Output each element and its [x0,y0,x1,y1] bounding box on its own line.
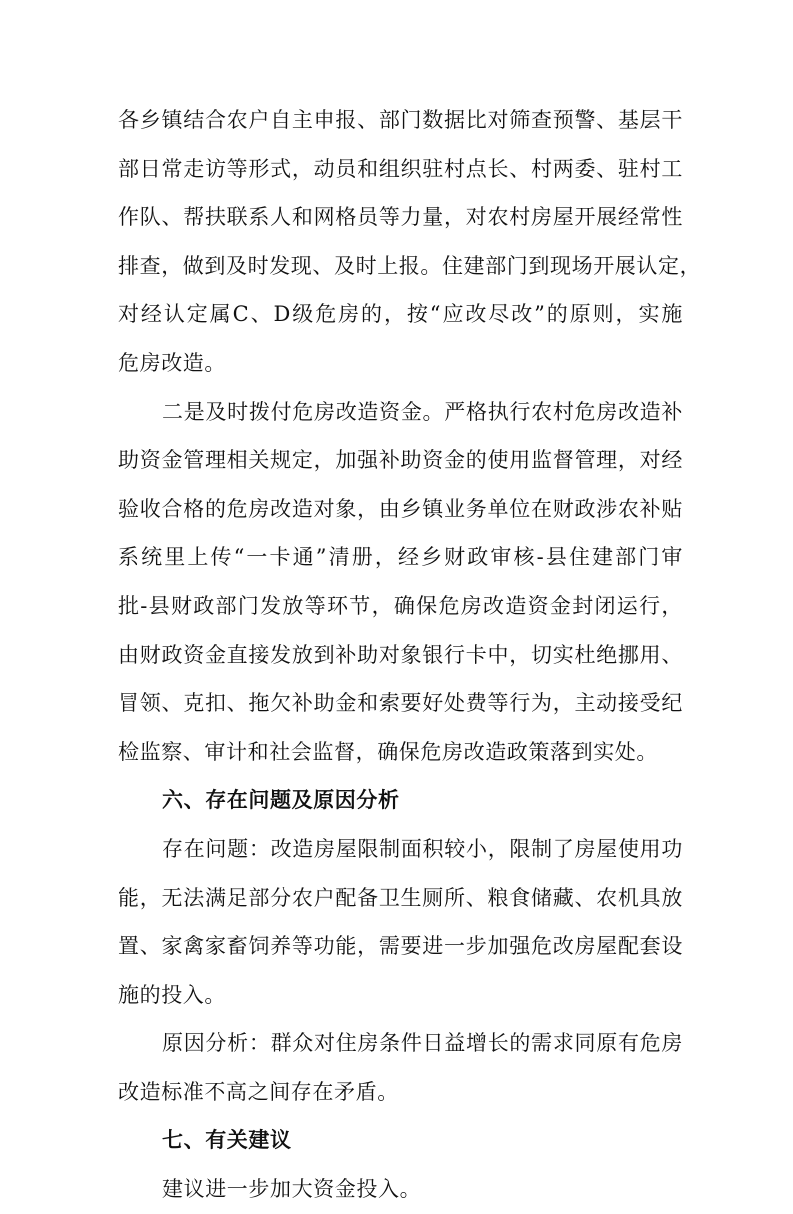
text-line: 助资金管理相关规定，加强补助资金的使用监督管理，对经 [118,448,683,473]
text-line: 对经认定属C、D级危房的，按“应改尽改”的原则，实施 [118,302,683,327]
text-line: 冒领、克扣、拖欠补助金和索要好处费等行为，主动接受纪 [118,691,683,716]
paragraph-continuation [118,96,702,388]
paragraph-suggestions [118,1165,683,1214]
text-line: 批-县财政部门发放等环节，确保危房改造资金封闭运行， [118,593,683,618]
text-line: 部日常走访等形式，动员和组织驻村点长、村两委、驻村工 [118,156,683,181]
text-line: 施的投入。 [118,982,226,1007]
text-line: 作队、帮扶联系人和网格员等力量，对农村房屋开展经常性 [118,205,683,230]
text-line: 各乡镇结合农户自主申报、部门数据比对筛查预警、基层干 [118,108,683,132]
text-line: 存在问题：改造房屋限制面积较小，限制了房屋使用功 [162,836,683,861]
text-line: 置、家禽家畜饲养等功能，需要进一步加强危改房屋配套设 [118,934,683,959]
paragraph-cause-analysis [118,1019,683,1116]
text-line: 由财政资金直接发放到补助对象银行卡中，切实杜绝挪用、 [118,642,683,667]
text-line: 危房改造。 [118,350,226,375]
paragraph-problems [118,825,683,1019]
text-line: 排查，做到及时发现、及时上报。住建部门到现场开展认定， [118,253,702,278]
text-line: 系统里上传“一卡通”清册，经乡财政审核-县住建部门审 [118,545,683,570]
text-line: 能，无法满足部分农户配备卫生厕所、粮食储藏、农机具放 [118,885,683,910]
paragraph-funding [118,388,683,777]
text-line: 原因分析：群众对住房条件日益增长的需求同原有危房 [162,1031,683,1056]
text-line: 验收合格的危房改造对象，由乡镇业务单位在财政涉农补贴 [118,496,683,521]
section-heading-problems: 六、存在问题及原因分析 [162,788,400,813]
text-line: 建议进一步加大资金投入。 [162,1177,422,1202]
text-line: 检监察、审计和社会监督，确保危房改造政策落到实处。 [118,739,658,764]
text-line: 二是及时拨付危房改造资金。严格执行农村危房改造补 [162,399,683,424]
document-body [118,96,702,1214]
text-line: 改造标准不高之间存在矛盾。 [118,1079,399,1104]
section-heading-suggestions: 七、有关建议 [162,1128,292,1153]
